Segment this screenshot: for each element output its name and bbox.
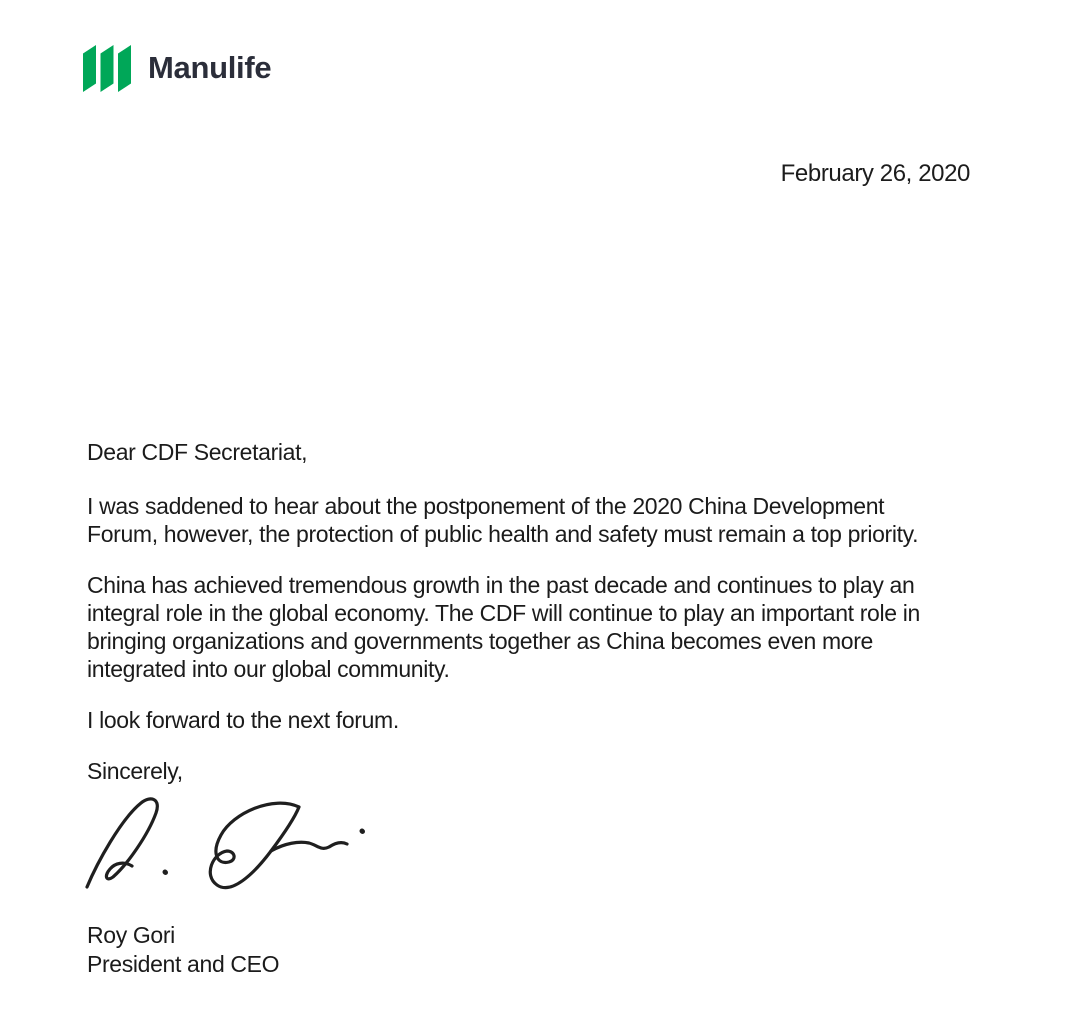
- salutation: [87, 438, 997, 466]
- paragraph-1-line-2: Forum, however, the protection of public health and safety must remain a top priority.: [87, 521, 919, 547]
- paragraph-2-line-1: China has achieved tremendous growth in the past decade and continues to play an: [87, 572, 915, 598]
- paragraph-1-line-1: I was saddened to hear about the postponement of the 2020 China Development: [87, 493, 885, 519]
- closing-text: Sincerely,: [87, 758, 183, 784]
- signer-name: Roy Gori: [87, 922, 175, 948]
- manulife-logo-icon: [83, 45, 133, 92]
- closing: [87, 757, 997, 785]
- letter-date: February 26, 2020: [780, 160, 970, 187]
- brand-name: Manulife: [148, 49, 272, 85]
- paragraph-2-line-3: bringing organizations and governments together as China becomes even more: [87, 628, 873, 654]
- paragraph-2-line-2: integral role in the global economy. The CDF will continue to play an important role in: [87, 600, 920, 626]
- brand-header: [83, 45, 271, 92]
- signer-title: President and CEO: [87, 951, 280, 977]
- paragraph-2: [87, 571, 997, 683]
- signer-block: [87, 921, 997, 979]
- salutation-text: Dear CDF Secretariat,: [87, 439, 308, 465]
- signature-image: [75, 791, 997, 911]
- letter-body: [87, 438, 997, 979]
- paragraph-2-line-4: integrated into our global community.: [87, 656, 450, 682]
- paragraph-1: [87, 492, 997, 548]
- paragraph-3-line-1: I look forward to the next forum.: [87, 707, 399, 733]
- paragraph-3: [87, 706, 997, 734]
